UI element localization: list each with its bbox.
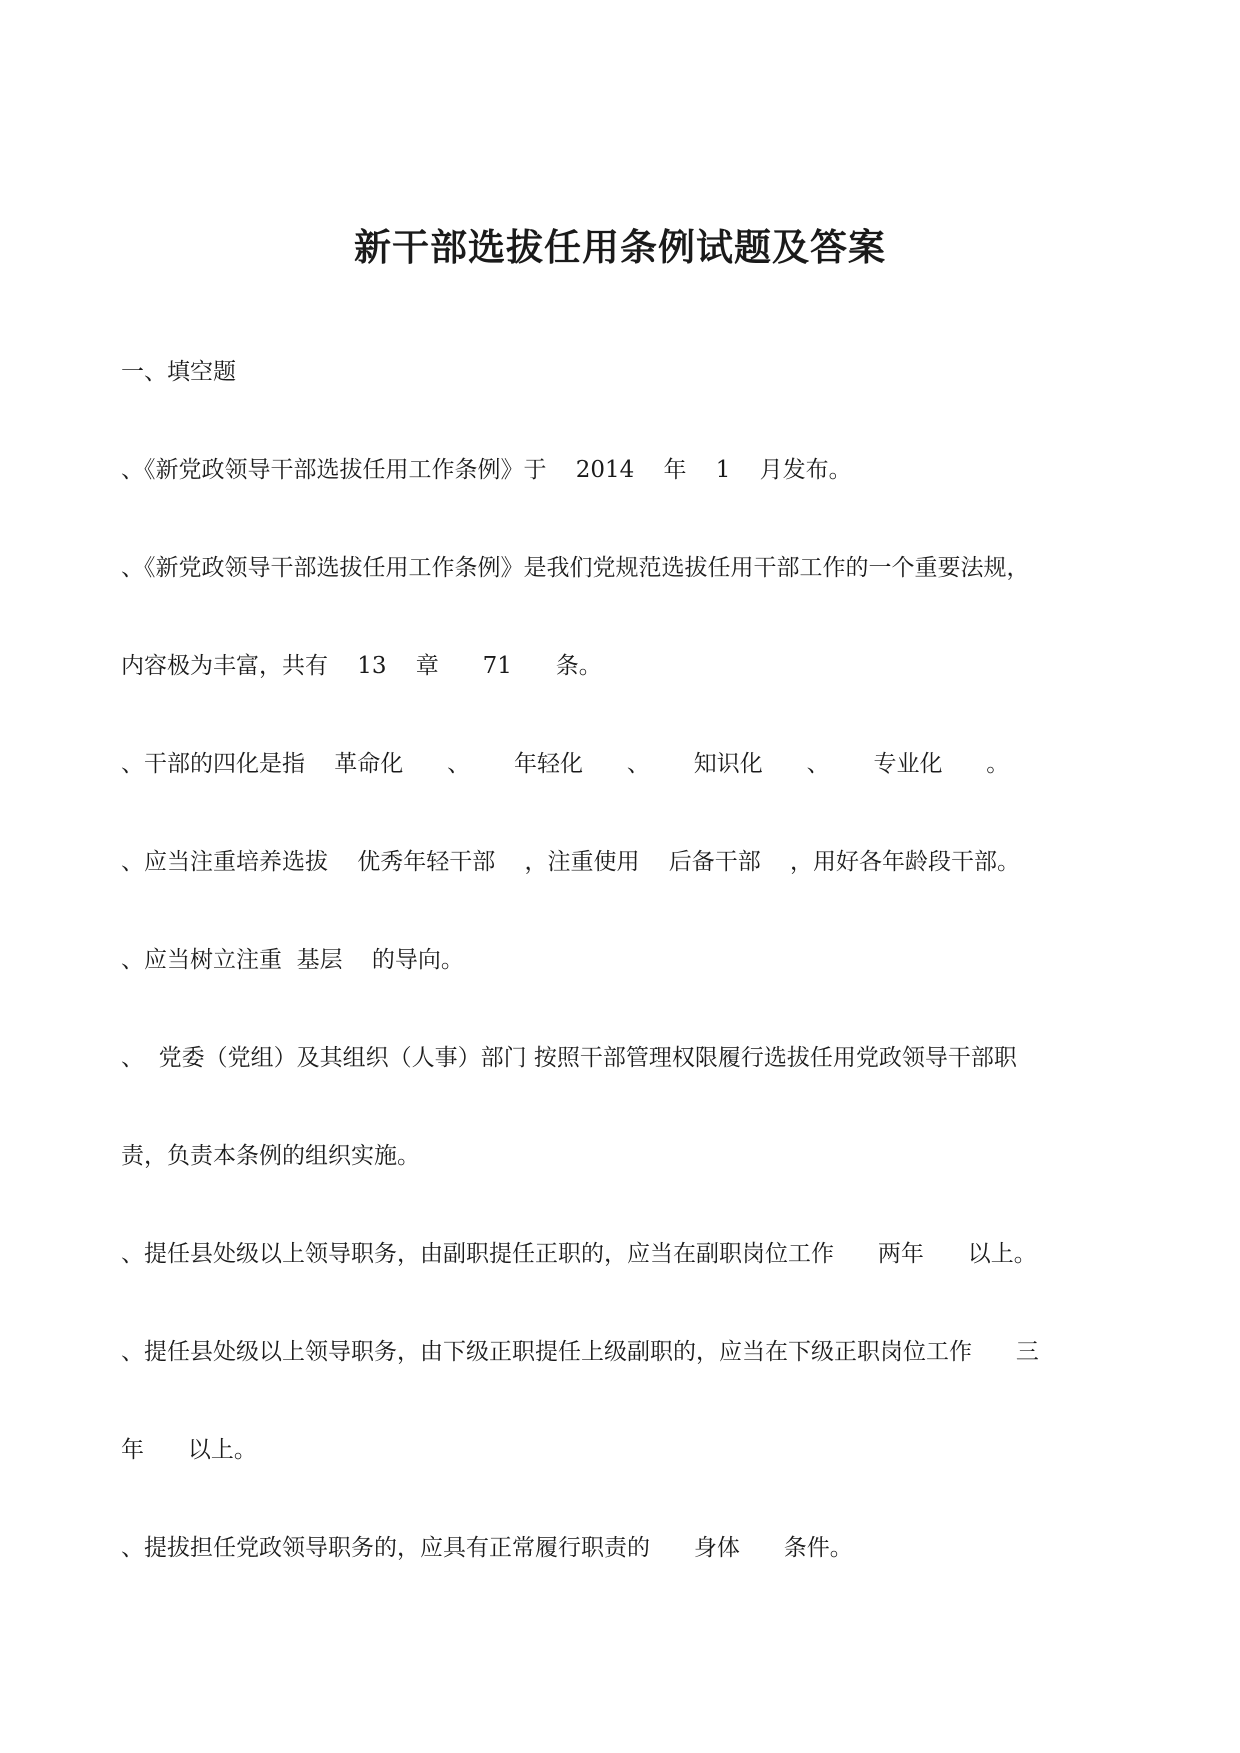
question-line: 、《新党政领导干部选拔任用工作条例》是我们党规范选拔任用干部工作的一个重要法规， — [121, 555, 1030, 581]
question-line: 、应当树立注重 基层 的导向。 — [121, 947, 464, 973]
document-title: 新干部选拔任用条例试题及答案 — [354, 225, 886, 269]
question-line: 内容极为丰富，共有 13 章 71 条。 — [121, 653, 602, 679]
question-line: 、 党委（党组）及其组织（人事）部门 按照干部管理权限履行选拔任用党政领导干部职 — [121, 1045, 1017, 1071]
section-heading: 一、填空题 — [121, 359, 236, 385]
question-line: 、应当注重培养选拔 优秀年轻干部 ，注重使用 后备干部 ，用好各年龄段干部。 — [121, 849, 1020, 875]
question-line: 、干部的四化是指 革命化 、 年轻化 、 知识化 、 专业化 。 — [121, 751, 1010, 777]
question-line: 、《新党政领导干部选拔任用工作条例》于 2014 年 1 月发布。 — [121, 457, 852, 483]
question-line: 责，负责本条例的组织实施。 — [121, 1143, 420, 1169]
question-line: 年 以上。 — [121, 1437, 257, 1463]
question-line: 、提任县处级以上领导职务，由下级正职提任上级副职的，应当在下级正职岗位工作 三 — [121, 1339, 1039, 1365]
question-line: 、提任县处级以上领导职务，由副职提任正职的，应当在副职岗位工作 两年 以上。 — [121, 1241, 1037, 1267]
question-line: 、提拔担任党政领导职务的，应具有正常履行职责的 身体 条件。 — [121, 1535, 853, 1561]
